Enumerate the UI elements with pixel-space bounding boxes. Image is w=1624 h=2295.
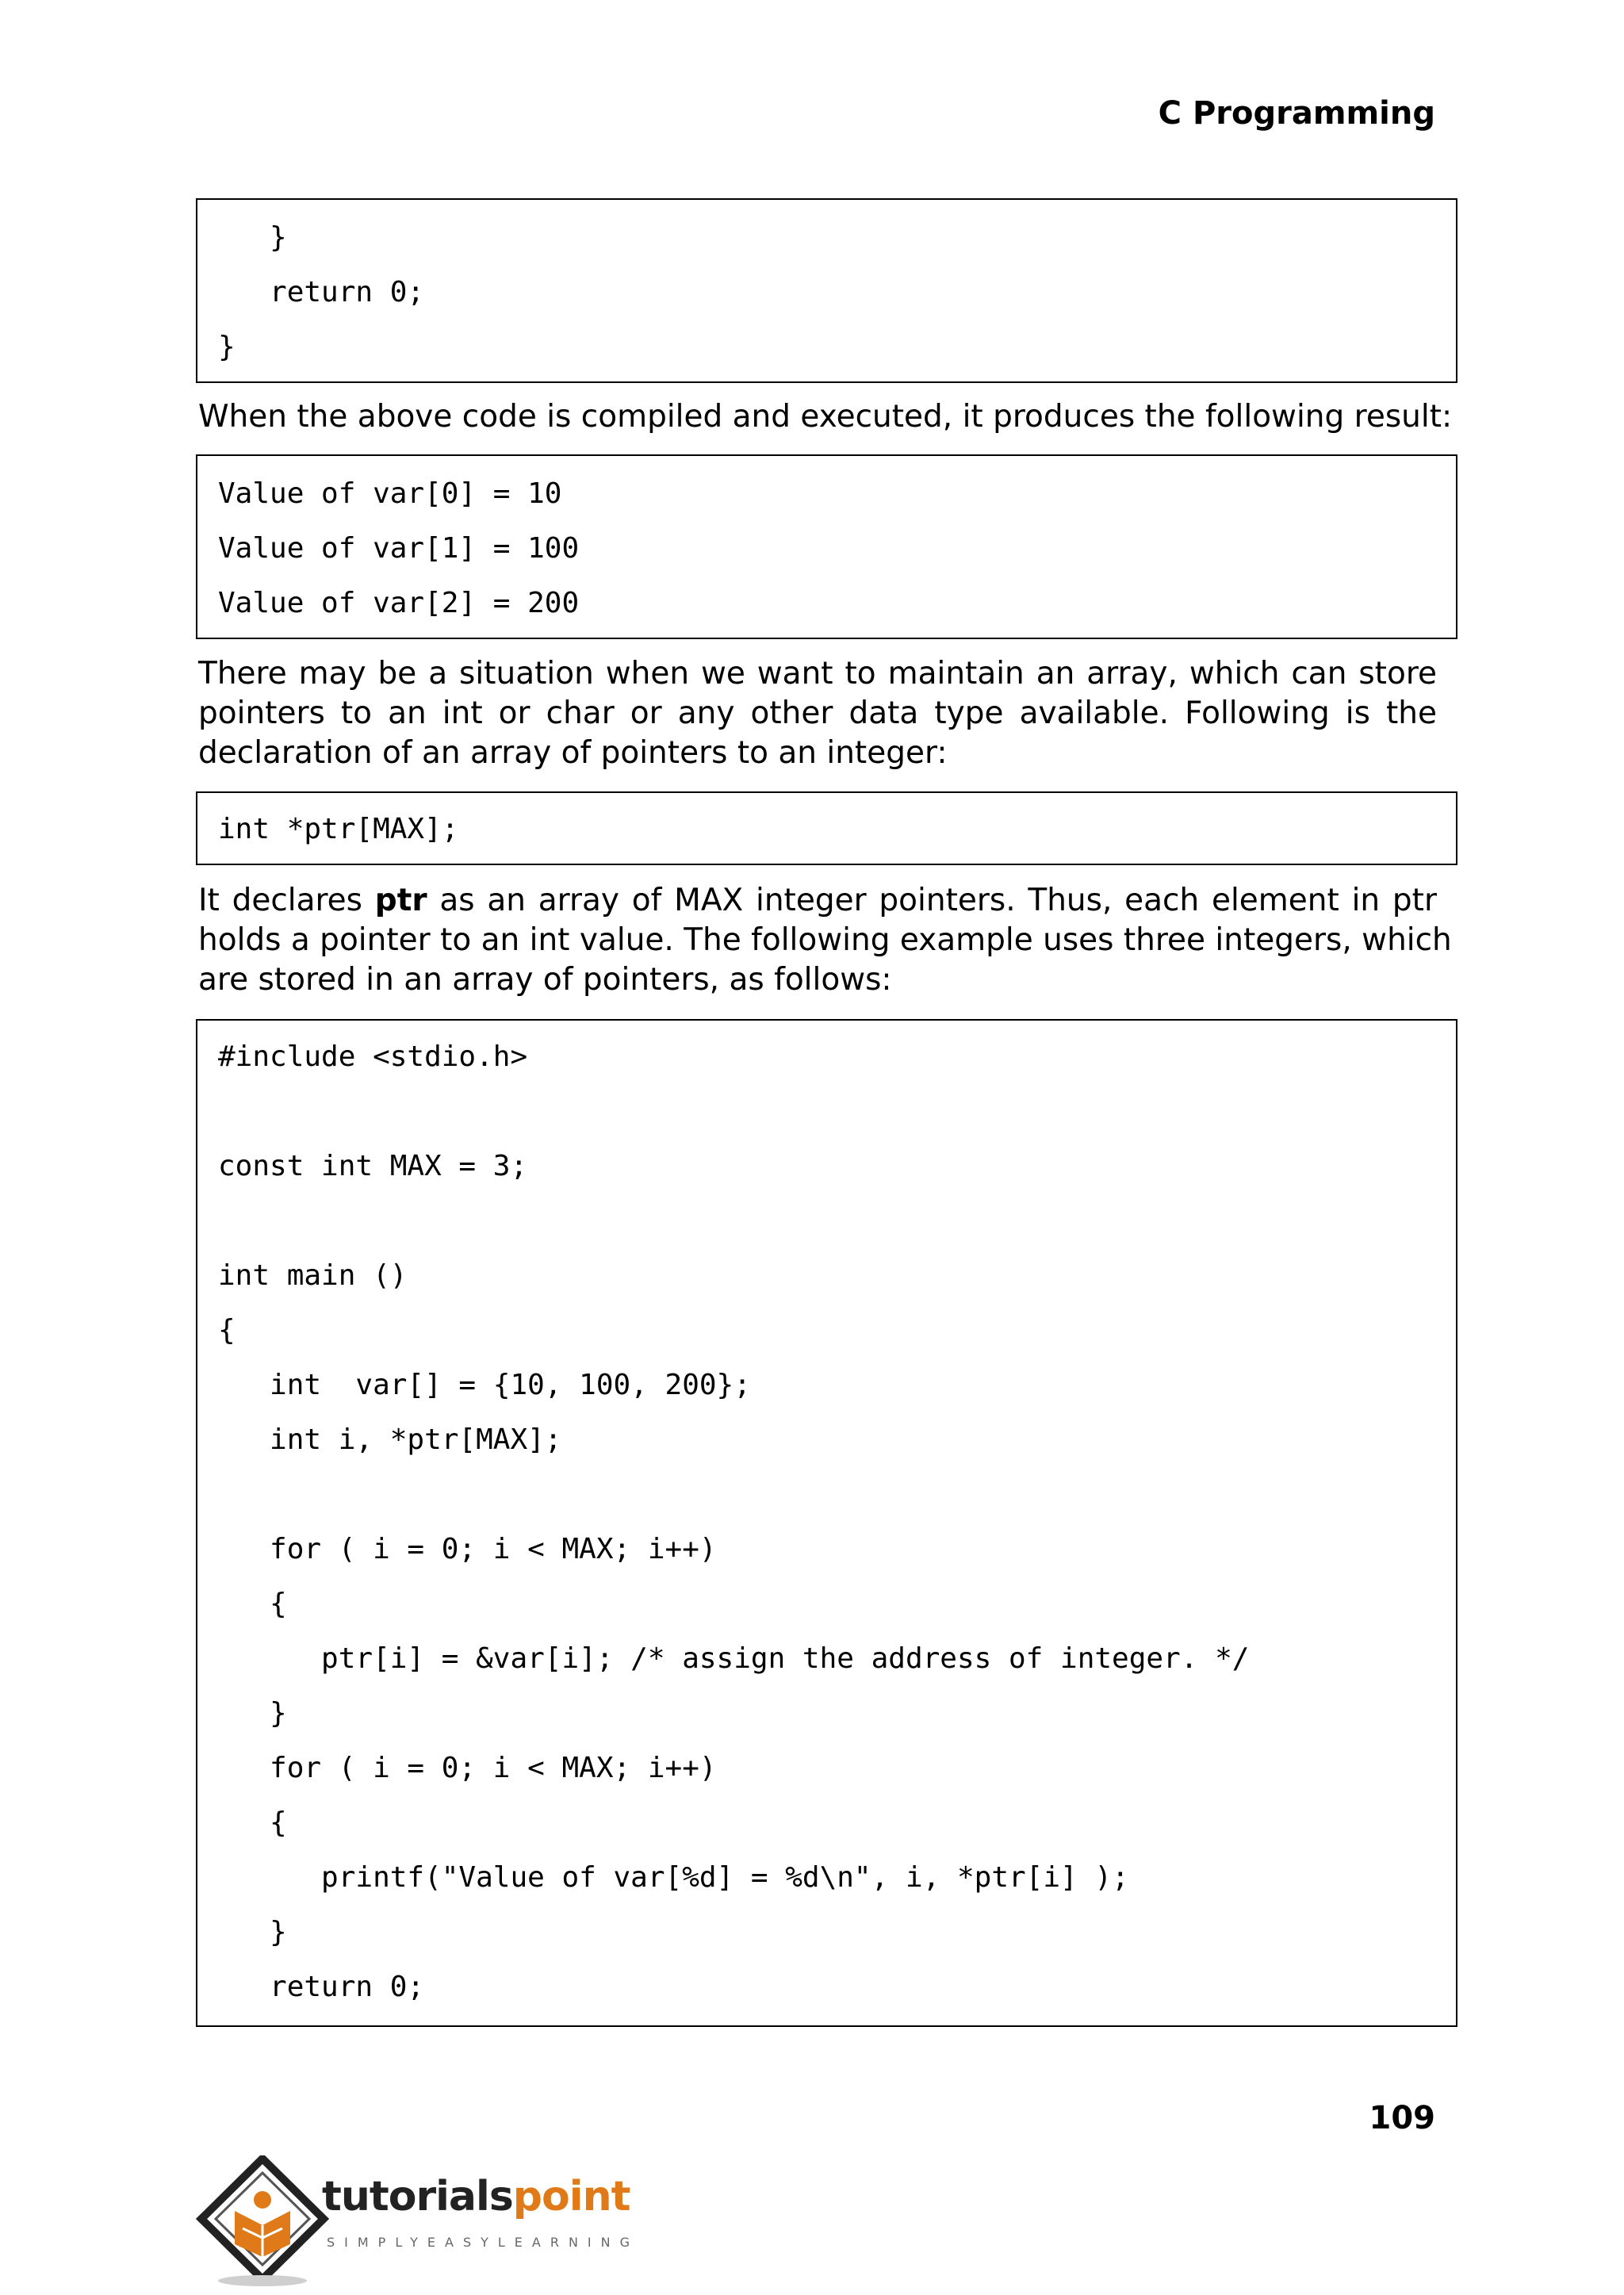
- code-line: {: [218, 1588, 287, 1620]
- text-run: as an array of MAX integer pointers. Thus, each element in ptr: [427, 883, 1437, 918]
- paragraph-line: There may be a situation when we want to maintain an array, which can store: [198, 656, 1437, 692]
- code-line: int var[] = {10, 100, 200};: [218, 1369, 751, 1401]
- diamond-book-logo-icon: [195, 2155, 330, 2290]
- code-line: for ( i = 0; i < MAX; i++): [218, 1752, 717, 1784]
- paragraph-line: holds a pointer to an int value. The following example uses three integers, which: [198, 922, 1452, 958]
- array-of-pointers-paragraph: [198, 654, 1437, 773]
- paragraph-line: are stored in an array of pointers, as follows:: [198, 962, 892, 998]
- code-line: int *ptr[MAX];: [218, 813, 459, 845]
- code-block-continuation: [196, 198, 1457, 383]
- code-line: const int MAX = 3;: [218, 1150, 528, 1182]
- logo-tagline: SIMPLYEASYLEARNING: [327, 2235, 640, 2250]
- program-output-block: [196, 454, 1457, 639]
- code-line: [218, 1084, 1456, 1139]
- output-line: Value of var[2] = 200: [218, 587, 580, 619]
- page-number: 109: [1369, 2100, 1435, 2136]
- code-line: int main (): [218, 1259, 408, 1292]
- example-code-block: [196, 1019, 1457, 2027]
- code-line: ptr[i] = &var[i]; /* assign the address of integer. */: [218, 1642, 1250, 1675]
- code-line: {: [218, 1806, 287, 1839]
- code-line: return 0;: [218, 1971, 425, 2003]
- paragraph-line: declaration of an array of pointers to an integer:: [198, 735, 948, 771]
- code-line: for ( i = 0; i < MAX; i++): [218, 1533, 717, 1565]
- output-line: Value of var[0] = 10: [218, 477, 562, 510]
- code-line: }: [218, 331, 236, 363]
- code-line: int i, *ptr[MAX];: [218, 1423, 562, 1456]
- logo-word-point: point: [512, 2173, 630, 2220]
- logo-wordmark: [322, 2173, 630, 2220]
- logo-word-tutorials: tutorials: [322, 2173, 513, 2220]
- tutorialspoint-logo: [195, 2155, 639, 2290]
- paragraph-line: pointers to an int or char or any other data type available. Following is the: [198, 695, 1437, 731]
- result-intro-paragraph: [198, 397, 1453, 437]
- bold-ptr-term: ptr: [374, 883, 427, 918]
- code-line: }: [218, 221, 287, 254]
- ptr-description-paragraph: [198, 881, 1452, 1000]
- code-line: }: [218, 1697, 287, 1730]
- code-line: {: [218, 1314, 236, 1347]
- output-line: Value of var[1] = 100: [218, 532, 580, 565]
- code-line: printf("Value of var[%d] = %d\n", i, *ptr[i] );: [218, 1861, 1129, 1894]
- declaration-code-block: [196, 791, 1457, 865]
- text-run: It declares: [198, 883, 375, 918]
- code-line: return 0;: [218, 276, 425, 308]
- code-line: [218, 1193, 1456, 1248]
- running-header-title: C Programming: [1158, 95, 1435, 132]
- code-line: #include <stdio.h>: [218, 1040, 528, 1073]
- paragraph-line: [198, 881, 1437, 921]
- paragraph-line: When the above code is compiled and executed, it produces the following result:: [198, 399, 1453, 435]
- code-line: }: [218, 1916, 287, 1948]
- code-line: [218, 1467, 1456, 1522]
